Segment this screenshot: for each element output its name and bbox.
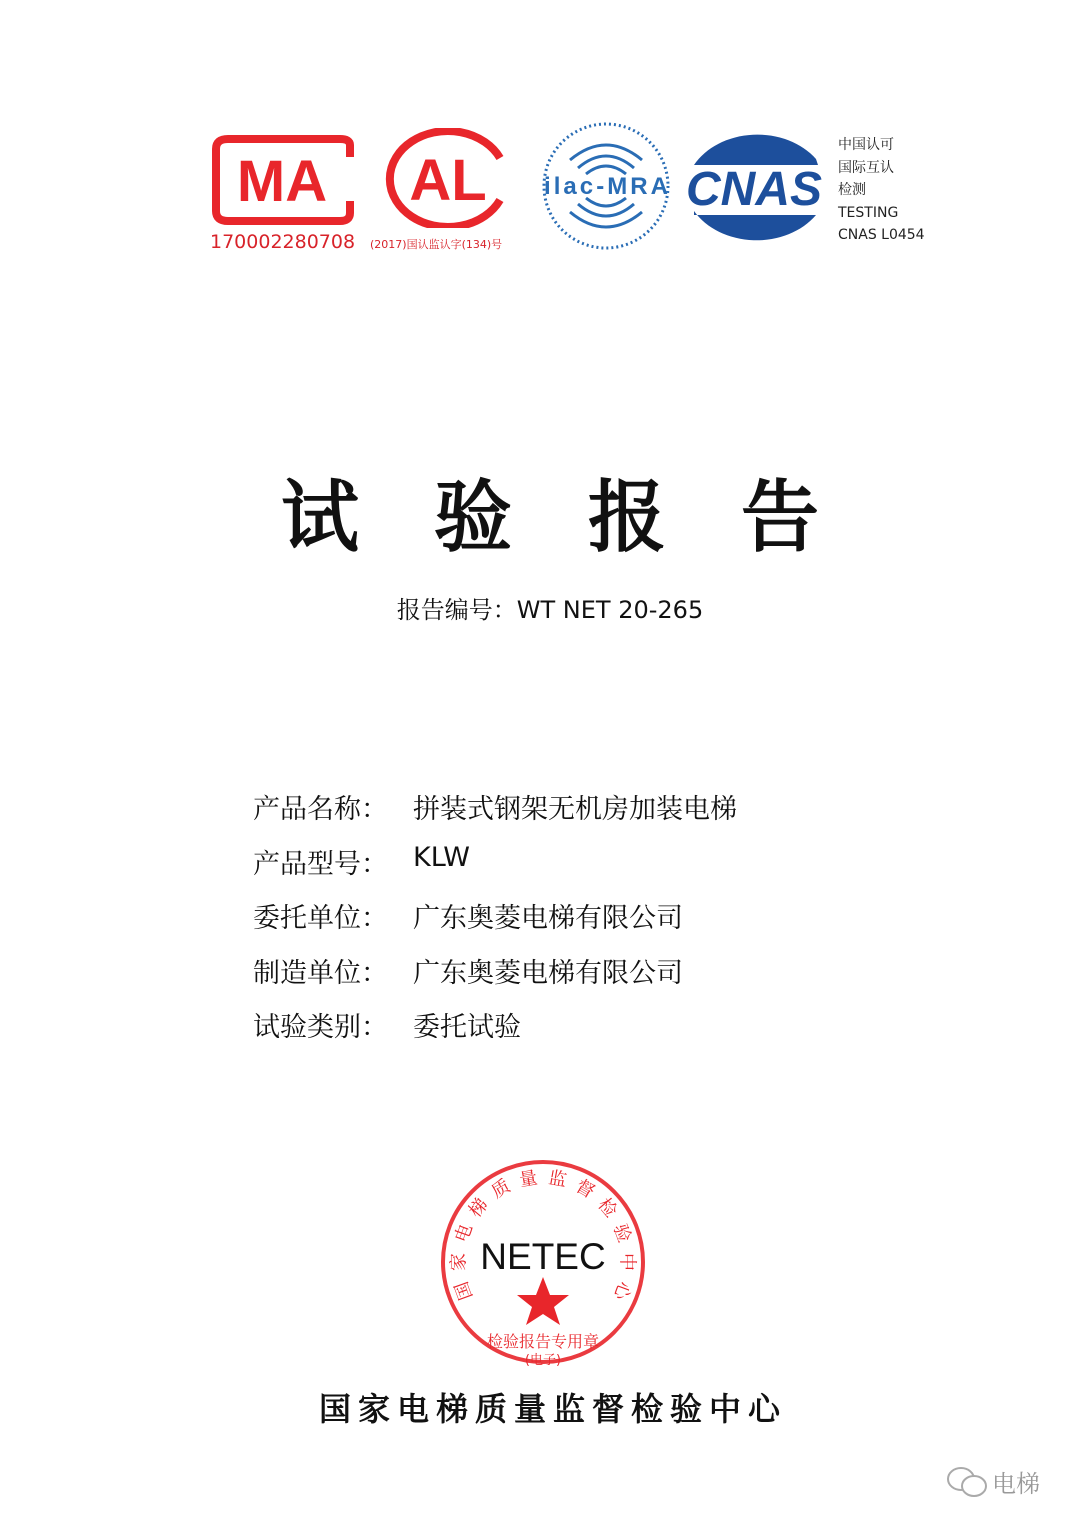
- field-label: 试验类别：: [253, 1012, 388, 1043]
- report-number-value: WT NET 20-265: [516, 596, 704, 624]
- seal-netec: NETEC: [480, 1236, 606, 1277]
- seal-ring-char: 质: [487, 1175, 515, 1203]
- cal-number: (2017)国认监认字(134)号: [370, 238, 503, 251]
- field-product-model: [253, 842, 470, 881]
- seal-star-icon: [517, 1277, 569, 1325]
- seal-ring-char: 电: [451, 1221, 478, 1246]
- seal-ring-char: 监: [546, 1167, 569, 1192]
- title-char: 告: [740, 472, 819, 563]
- cnas-line: TESTING: [838, 204, 899, 221]
- seal-ring-char: 量: [517, 1167, 540, 1192]
- cnas-line: 国际互认: [838, 159, 894, 176]
- cal-logo: [370, 128, 530, 253]
- cnas-line: CNAS L0454: [838, 227, 925, 243]
- field-label: 制造单位：: [253, 958, 388, 989]
- field-value: 广东奥菱电梯有限公司: [413, 903, 683, 934]
- cnas-line: 中国认可: [838, 137, 894, 153]
- wechat-watermark: [946, 1464, 1040, 1499]
- cal-mark-text: AL: [409, 148, 487, 213]
- seal-ring-char: 家: [448, 1253, 470, 1271]
- wechat-icon: [946, 1466, 988, 1498]
- seal-bottom-text: 检验报告专用章: [486, 1332, 600, 1351]
- issuing-organization: 国家电梯质量监督检验中心: [318, 1390, 787, 1428]
- seal-ring-char: 国: [451, 1278, 478, 1303]
- field-value: KLW: [413, 842, 470, 873]
- field-label: 产品名称：: [253, 794, 388, 825]
- field-manufacturer: [253, 951, 683, 990]
- cma-mark-text: MA: [236, 149, 328, 214]
- cma-mark-icon: [210, 135, 358, 225]
- ilac-mra-logo: [540, 120, 672, 256]
- ilac-mark-text: ilac-MRA: [544, 173, 668, 200]
- seal-ring-char: 心: [608, 1278, 635, 1303]
- title-char: 报: [587, 472, 666, 563]
- report-number: [0, 590, 1080, 625]
- seal-ring-char: 中: [616, 1253, 638, 1271]
- seal-ring-char: 督: [571, 1175, 599, 1203]
- cma-logo: [210, 135, 358, 253]
- field-value: 拼装式钢架无机房加装电梯: [413, 794, 737, 825]
- title-char: 试: [280, 472, 359, 563]
- field-label: 委托单位：: [253, 903, 388, 934]
- field-label: 产品型号：: [253, 849, 388, 880]
- cnas-logo: [676, 125, 836, 254]
- watermark-text: 电梯: [992, 1470, 1040, 1498]
- report-number-label: 报告编号：: [396, 596, 517, 624]
- cma-number: 170002280708: [210, 231, 356, 253]
- cnas-mark-text: CNAS: [685, 163, 823, 216]
- ilac-mra-icon: [540, 120, 672, 252]
- cnas-mark-icon: [676, 125, 836, 250]
- field-product-name: [253, 787, 737, 826]
- seal-ring-char: 检: [593, 1194, 622, 1222]
- seal-sub-text: (电子): [524, 1353, 562, 1367]
- field-value: 委托试验: [413, 1012, 521, 1043]
- field-test-type: [253, 1005, 521, 1044]
- cnas-text: [838, 134, 925, 247]
- cnas-line: 检测: [838, 182, 866, 198]
- title-char: 验: [433, 472, 512, 563]
- seal-ring-char: 验: [608, 1221, 635, 1246]
- field-value: 广东奥菱电梯有限公司: [413, 958, 683, 989]
- cal-mark-icon: [370, 128, 530, 228]
- field-client: [253, 896, 683, 935]
- seal-ring-char: 梯: [464, 1194, 493, 1222]
